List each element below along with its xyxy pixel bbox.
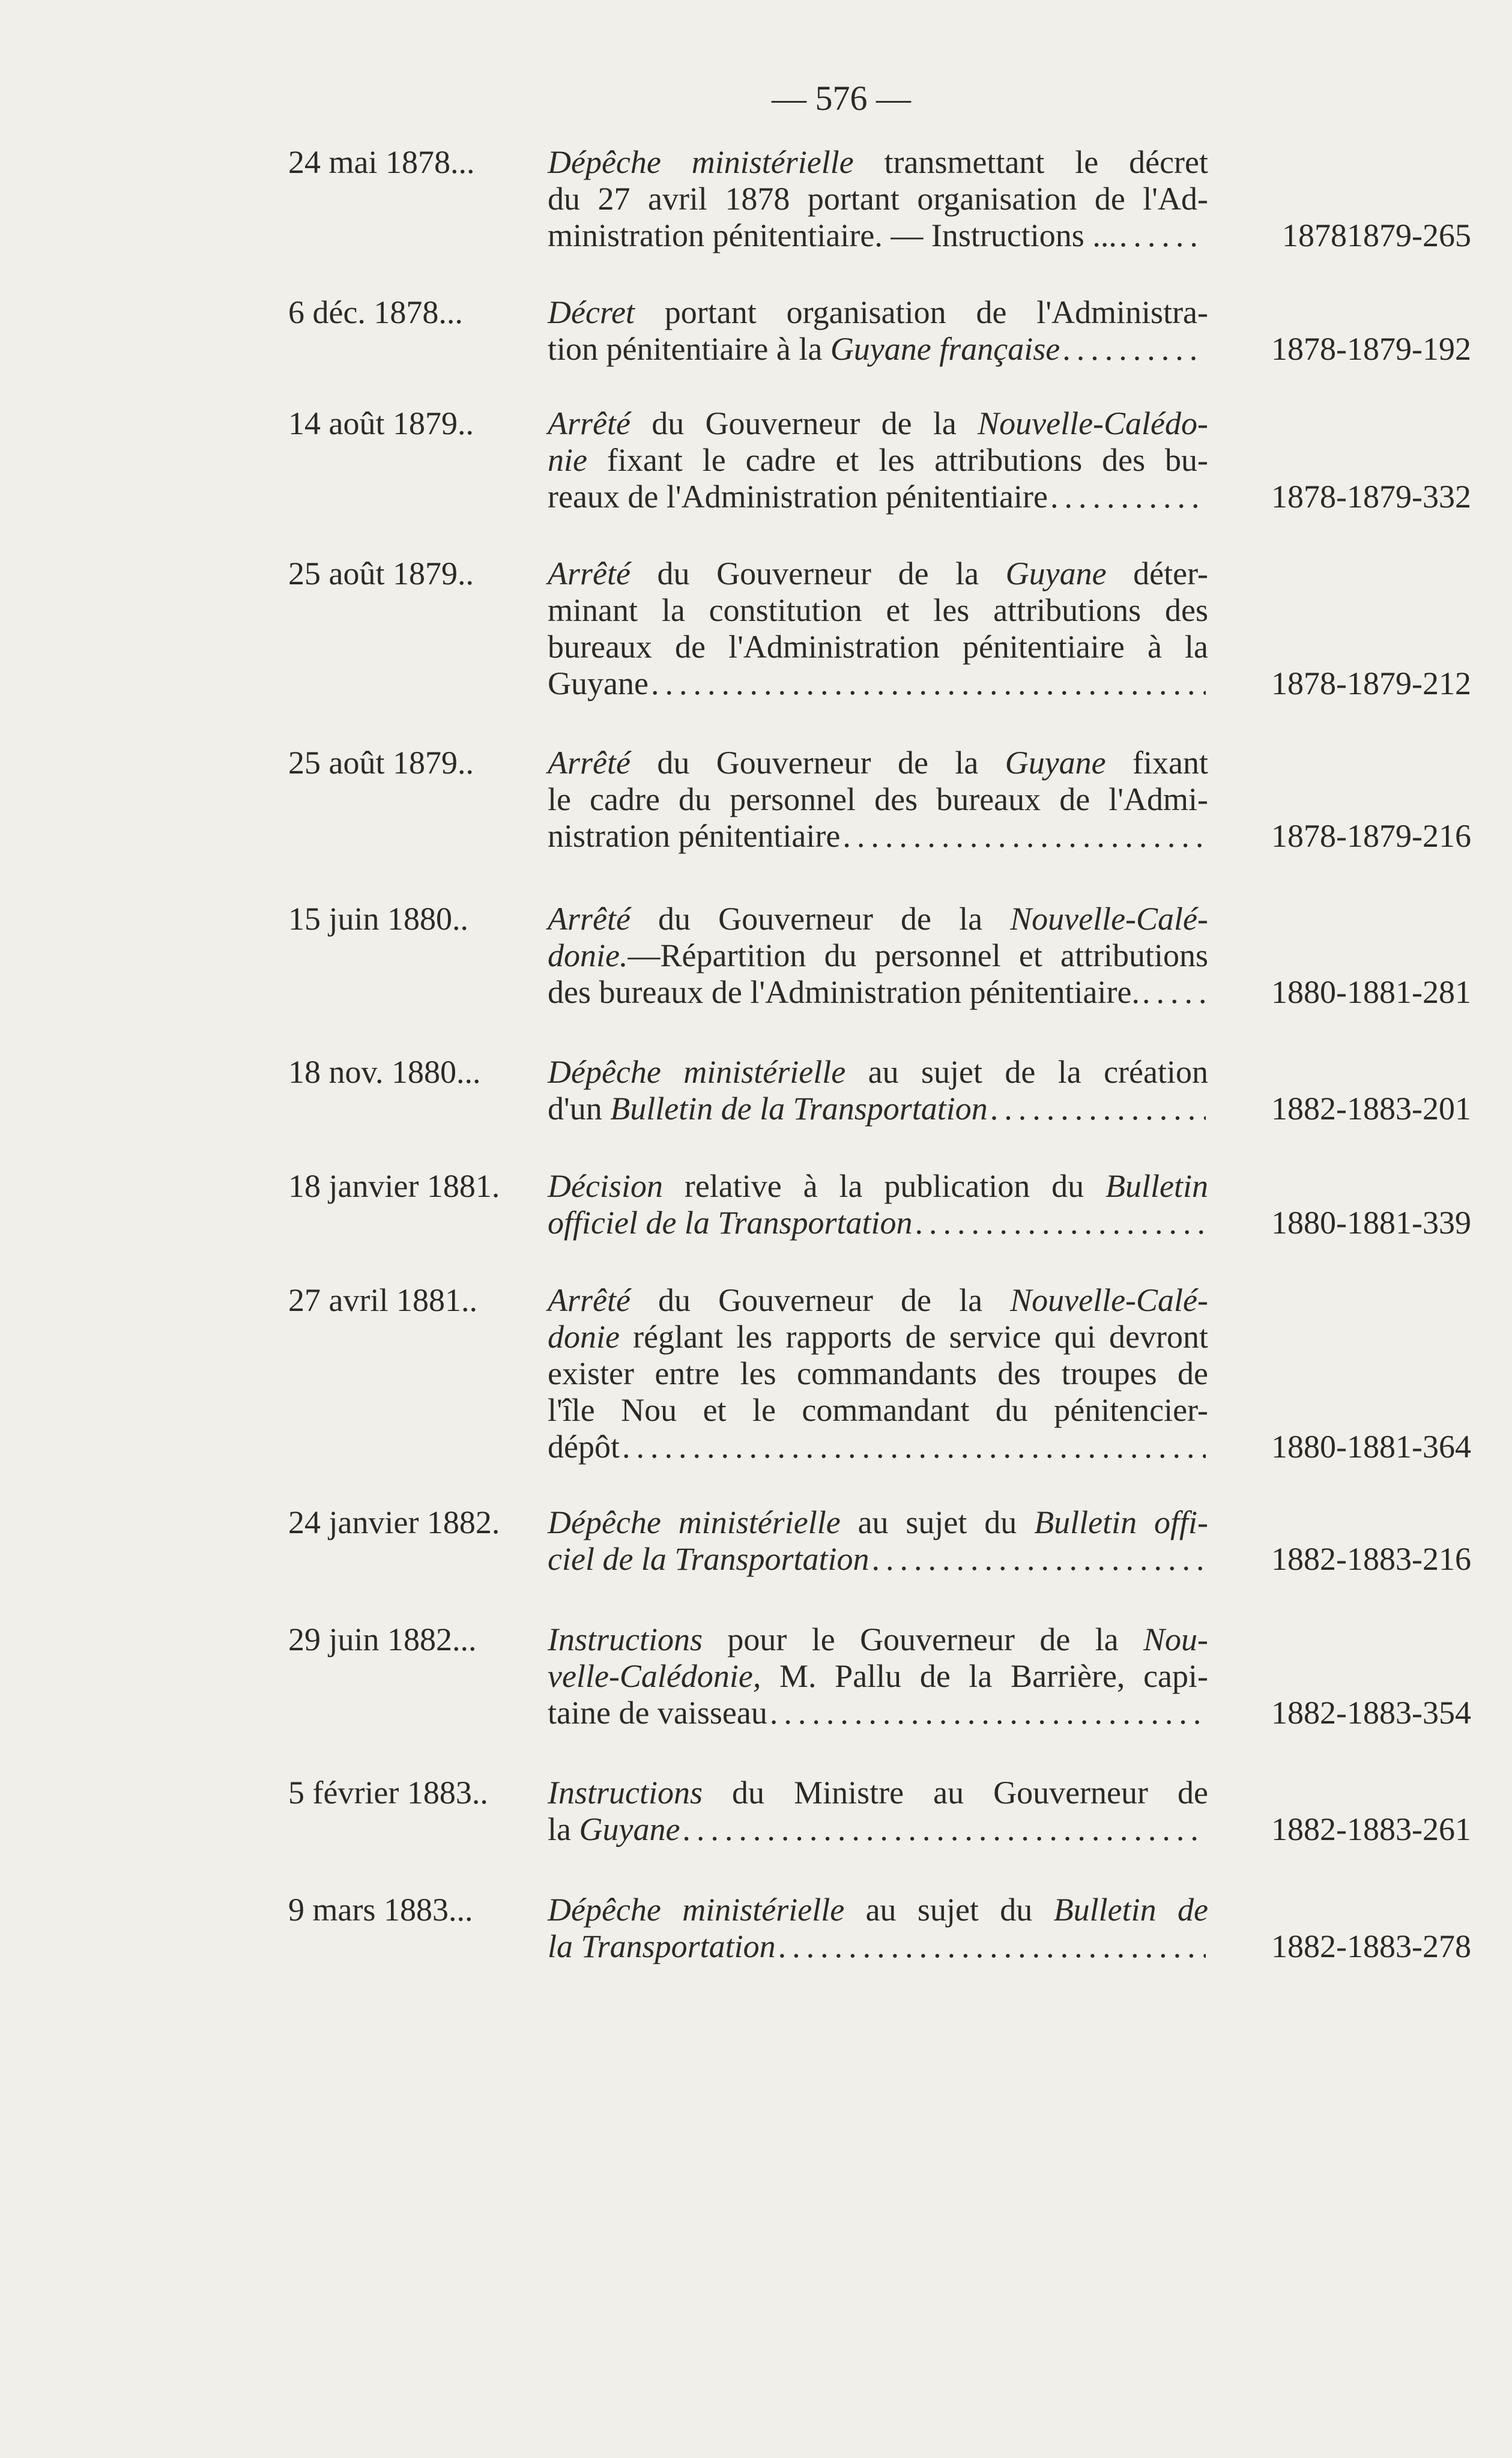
description-line bbox=[548, 1541, 1208, 1578]
dot-leader bbox=[990, 1091, 1206, 1127]
bulletin-reference: 1878-1879-212 bbox=[1271, 665, 1471, 701]
text-segment: du Gouverneur de la bbox=[630, 1282, 1011, 1318]
italic-text: Décret bbox=[548, 294, 635, 330]
bulletin-reference: 1880-1881-364 bbox=[1271, 1429, 1471, 1465]
description-line bbox=[548, 901, 1208, 937]
bulletin-reference: 1882-1883-261 bbox=[1271, 1811, 1471, 1847]
text-segment: bureaux de l'Administration pénitentiaire à la bbox=[548, 629, 1208, 665]
description-line bbox=[548, 1355, 1208, 1392]
description-line bbox=[548, 181, 1208, 217]
dot-leader bbox=[770, 1695, 1206, 1731]
entry-date: 15 juin 1880.. bbox=[288, 901, 469, 937]
italic-text: la Transportation bbox=[548, 1928, 776, 1964]
description-line bbox=[548, 217, 1208, 254]
description-line bbox=[548, 1892, 1208, 1928]
italic-text: velle-Calédonie, bbox=[548, 1658, 761, 1694]
text-segment: tion pénitentiaire à la bbox=[548, 331, 830, 367]
description-line bbox=[548, 144, 1208, 181]
text-segment: déter- bbox=[1106, 555, 1208, 592]
description-line bbox=[548, 294, 1208, 331]
text-segment: portant organisation de l'Administra- bbox=[634, 294, 1208, 330]
description-line bbox=[548, 818, 1208, 855]
entry-description bbox=[548, 1282, 1208, 1465]
entry-description bbox=[548, 1504, 1208, 1578]
description-line bbox=[548, 1695, 1208, 1731]
text-segment: du Gouverneur de la bbox=[630, 555, 1006, 592]
italic-text: Décision bbox=[548, 1168, 663, 1204]
description-line bbox=[548, 331, 1208, 368]
text-segment: au sujet du bbox=[840, 1504, 1035, 1540]
entry-date: 6 déc. 1878... bbox=[288, 294, 463, 330]
description-line bbox=[548, 665, 1208, 702]
dot-leader bbox=[622, 1429, 1206, 1465]
dot-leader bbox=[872, 1541, 1206, 1578]
dot-leader bbox=[1119, 217, 1206, 254]
italic-text: Arrêté bbox=[548, 745, 631, 781]
description-line bbox=[548, 1429, 1208, 1465]
bulletin-reference: 1878-1879-192 bbox=[1271, 331, 1471, 367]
entry-description bbox=[548, 294, 1208, 368]
text-segment: Guyane bbox=[548, 665, 649, 701]
text-segment: réglant les rapports de service qui devront bbox=[619, 1319, 1208, 1355]
dot-leader bbox=[1062, 331, 1206, 368]
text-segment: reaux de l'Administration pénitentiaire bbox=[548, 479, 1048, 515]
dot-leader bbox=[651, 665, 1206, 702]
italic-text: donie. bbox=[548, 937, 628, 973]
italic-text: Guyane bbox=[1005, 745, 1106, 781]
description-line bbox=[548, 745, 1208, 781]
entry-description bbox=[548, 555, 1208, 702]
description-line bbox=[548, 1775, 1208, 1811]
description-line bbox=[548, 1319, 1208, 1355]
page-number: — 576 — bbox=[772, 79, 911, 118]
italic-text: Bulletin bbox=[1105, 1168, 1208, 1204]
description-line bbox=[548, 629, 1208, 665]
text-segment: l'île Nou et le commandant du pénitencier- bbox=[548, 1392, 1208, 1428]
text-segment: transmettant le décret bbox=[853, 144, 1208, 180]
entry-date: 25 août 1879.. bbox=[288, 745, 474, 781]
description-line bbox=[548, 479, 1208, 515]
text-segment: minant la constitution et les attributions des bbox=[548, 592, 1208, 628]
text-segment: —Répartition du personnel et attributions bbox=[627, 937, 1208, 973]
description-line bbox=[548, 442, 1208, 479]
dot-leader bbox=[915, 1205, 1206, 1241]
entry-date: 9 mars 1883... bbox=[288, 1892, 473, 1928]
entry-description bbox=[548, 901, 1208, 1011]
entry-description bbox=[548, 1054, 1208, 1127]
entry-date: 18 nov. 1880... bbox=[288, 1054, 481, 1090]
description-line bbox=[548, 405, 1208, 442]
italic-text: Nouvelle-Calédo- bbox=[978, 405, 1208, 441]
text-segment: des bureaux de l'Administration pénitentiaire. bbox=[548, 974, 1140, 1010]
description-line bbox=[548, 592, 1208, 629]
text-segment: fixant le cadre et les attributions des bu- bbox=[587, 442, 1208, 478]
italic-text: Arrêté bbox=[548, 555, 631, 592]
dot-leader bbox=[778, 1928, 1206, 1965]
description-line bbox=[548, 1091, 1208, 1127]
italic-text: Instructions bbox=[548, 1621, 703, 1657]
description-line bbox=[548, 1392, 1208, 1429]
italic-text: Arrêté bbox=[548, 1282, 631, 1318]
description-line bbox=[548, 1504, 1208, 1541]
italic-text: Dépêche ministérielle bbox=[548, 1054, 846, 1090]
text-segment: nistration pénitentiaire bbox=[548, 818, 841, 854]
italic-text: Nouvelle-Calé- bbox=[1010, 901, 1208, 937]
italic-text: Arrêté bbox=[548, 901, 631, 937]
bulletin-reference: 1880-1881-281 bbox=[1271, 974, 1471, 1010]
italic-text: Nouvelle-Calé- bbox=[1010, 1282, 1208, 1318]
text-segment: pour le Gouverneur de la bbox=[703, 1621, 1143, 1657]
text-segment: fixant bbox=[1105, 745, 1208, 781]
text-segment: au sujet de la création bbox=[845, 1054, 1208, 1090]
bulletin-reference: 1880-1881-339 bbox=[1271, 1205, 1471, 1241]
dot-leader bbox=[1050, 479, 1206, 515]
bulletin-reference: 18781879-265 bbox=[1282, 217, 1471, 253]
text-segment: taine de vaisseau bbox=[548, 1695, 767, 1731]
text-segment: d'un bbox=[548, 1091, 611, 1127]
dot-leader bbox=[842, 818, 1206, 855]
entry-description bbox=[548, 745, 1208, 855]
entry-date: 27 avril 1881.. bbox=[288, 1282, 477, 1318]
description-line bbox=[548, 1205, 1208, 1241]
entry-date: 24 mai 1878... bbox=[288, 144, 475, 180]
bulletin-reference: 1882-1883-201 bbox=[1271, 1091, 1471, 1127]
text-segment: du 27 avril 1878 portant organisation de l'Ad- bbox=[548, 181, 1208, 217]
dot-leader bbox=[682, 1811, 1206, 1848]
text-segment: du Gouverneur de la bbox=[630, 901, 1011, 937]
italic-text: Dépêche ministérielle bbox=[548, 1504, 841, 1540]
italic-text: ciel de la Transportation bbox=[548, 1541, 869, 1577]
entry-description bbox=[548, 1168, 1208, 1241]
bulletin-reference: 1878-1879-332 bbox=[1271, 479, 1471, 515]
description-line bbox=[548, 1168, 1208, 1205]
description-line bbox=[548, 1054, 1208, 1091]
italic-text: Guyane bbox=[579, 1811, 680, 1847]
entry-description bbox=[548, 144, 1208, 254]
bulletin-reference: 1882-1883-354 bbox=[1271, 1695, 1471, 1731]
text-segment: au sujet du bbox=[844, 1892, 1054, 1928]
entry-date: 14 août 1879.. bbox=[288, 405, 474, 441]
text-segment: du Gouverneur de la bbox=[630, 405, 978, 441]
italic-text: Bulletin offi- bbox=[1034, 1504, 1208, 1540]
italic-text: nie bbox=[548, 442, 587, 478]
description-line bbox=[548, 555, 1208, 592]
dot-leader bbox=[1142, 974, 1206, 1011]
entry-description bbox=[548, 1892, 1208, 1965]
description-line bbox=[548, 1621, 1208, 1658]
description-line bbox=[548, 1282, 1208, 1319]
entry-description bbox=[548, 1775, 1208, 1848]
bulletin-reference: 1882-1883-278 bbox=[1271, 1928, 1471, 1964]
description-line bbox=[548, 1928, 1208, 1965]
entry-description bbox=[548, 1621, 1208, 1731]
entry-date: 24 janvier 1882. bbox=[288, 1504, 500, 1540]
italic-text: Instructions bbox=[548, 1775, 703, 1811]
text-segment: M. Pallu de la Barrière, capi- bbox=[761, 1658, 1208, 1694]
italic-text: Dépêche ministérielle bbox=[548, 144, 854, 180]
italic-text: Bulletin de la Transportation bbox=[610, 1091, 988, 1127]
italic-text: Bulletin de bbox=[1053, 1892, 1208, 1928]
entry-date: 18 janvier 1881. bbox=[288, 1168, 500, 1204]
description-line bbox=[548, 1811, 1208, 1848]
italic-text: Dépêche ministérielle bbox=[548, 1892, 845, 1928]
text-segment: le cadre du personnel des bureaux de l'Admi- bbox=[548, 781, 1208, 817]
text-segment: ministration pénitentiaire. — Instructions ... bbox=[548, 217, 1117, 253]
entry-date: 29 juin 1882... bbox=[288, 1621, 477, 1657]
description-line bbox=[548, 937, 1208, 974]
italic-text: Nou- bbox=[1143, 1621, 1208, 1657]
text-segment: du Gouverneur de la bbox=[630, 745, 1005, 781]
text-segment: exister entre les commandants des troupes de bbox=[548, 1355, 1208, 1391]
bulletin-reference: 1882-1883-216 bbox=[1271, 1541, 1471, 1577]
italic-text: officiel de la Transportation bbox=[548, 1205, 913, 1241]
entry-date: 5 février 1883.. bbox=[288, 1775, 488, 1811]
text-segment: dépôt bbox=[548, 1429, 620, 1465]
italic-text: Arrêté bbox=[548, 405, 631, 441]
italic-text: Guyane française bbox=[830, 331, 1060, 367]
description-line bbox=[548, 781, 1208, 818]
italic-text: Guyane bbox=[1005, 555, 1107, 592]
bulletin-reference: 1878-1879-216 bbox=[1271, 818, 1471, 854]
description-line bbox=[548, 974, 1208, 1011]
text-segment: relative à la publication du bbox=[662, 1168, 1106, 1204]
text-segment: la bbox=[548, 1811, 579, 1847]
entry-date: 25 août 1879.. bbox=[288, 555, 474, 592]
description-line bbox=[548, 1658, 1208, 1695]
text-segment: du Ministre au Gouverneur de bbox=[703, 1775, 1208, 1811]
italic-text: donie bbox=[548, 1319, 620, 1355]
entry-description bbox=[548, 405, 1208, 515]
